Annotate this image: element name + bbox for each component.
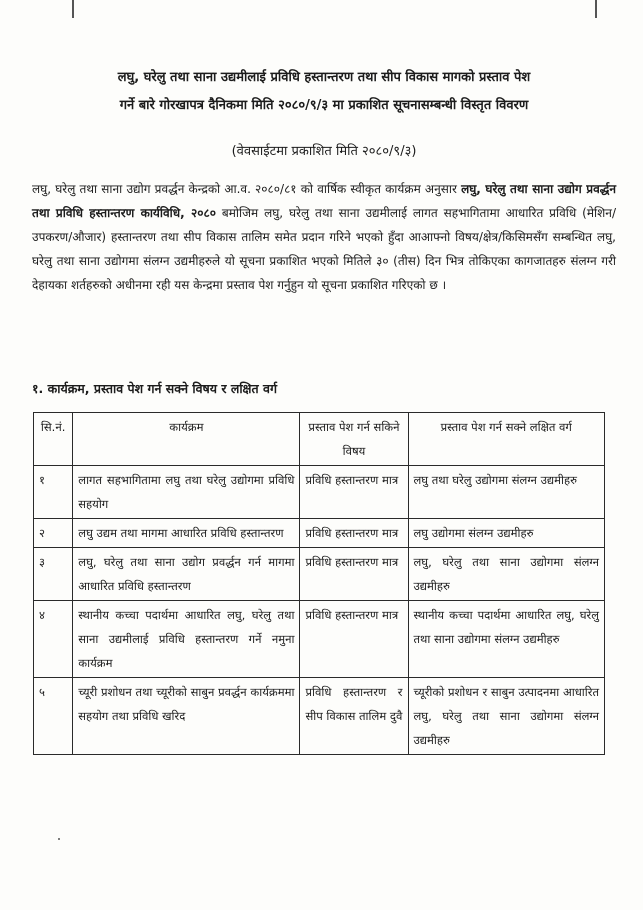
cell-subject: प्रविधि हस्तान्तरण मात्र [300, 519, 408, 548]
cell-program: स्थानीय कच्चा पदार्थमा आधारित लघु, घरेलु तथा साना उद्यमीलाई प्रविधि हस्तान्तरण गर्ने नमुना कार्यक्रम [73, 601, 300, 678]
cell-target: च्यूरीको प्रशोधन र साबुन उत्पादनमा आधारित लघु, घरेलु तथा साना उद्योगमा संलग्न उद्यमीहरु [408, 678, 605, 755]
cell-subject: प्रविधि हस्तान्तरण र सीप विकास तालिम दुवै [300, 678, 408, 755]
cell-sn: ५ [34, 678, 73, 755]
header-program: कार्यक्रम [73, 413, 300, 466]
cell-program: लागत सहभागितामा लघु तथा घरेलु उद्योगमा प्रविधि सहयोग [73, 466, 300, 519]
header-target: प्रस्ताव पेश गर्न सक्ने लक्षित वर्ग [408, 413, 605, 466]
cell-program: लघु उद्यम तथा मागमा आधारित प्रविधि हस्तान्तरण [73, 519, 300, 548]
program-table [33, 412, 605, 755]
table-row [34, 548, 605, 601]
paragraph-intro: लघु, घरेलु तथा साना उद्योग प्रवर्द्धन केन्द्रको आ.व. २०८०/८१ को वार्षिक स्वीकृत कार्यक्रम अनुसार [32, 182, 462, 196]
table-row [34, 466, 605, 519]
title-line-1: लघु, घरेलु तथा साना उद्यमीलाई प्रविधि हस्तान्तरण तथा सीप विकास मागको प्रस्ताव पेश [117, 70, 531, 85]
header-sn: सि.नं. [34, 413, 73, 466]
section-heading: १. कार्यक्रम, प्रस्ताव पेश गर्न सक्ने विषय र लक्षित वर्ग [32, 381, 277, 396]
cell-subject: प्रविधि हस्तान्तरण मात्र [300, 466, 408, 519]
cell-subject: प्रविधि हस्तान्तरण मात्र [300, 601, 408, 678]
cell-target: स्थानीय कच्चा पदार्थमा आधारित लघु, घरेलु तथा साना उद्योगमा संलग्न उद्यमीहरु [408, 601, 605, 678]
cell-subject: प्रविधि हस्तान्तरण मात्र [300, 548, 408, 601]
scan-mark-right [595, 0, 597, 18]
table-row [34, 519, 605, 548]
cell-sn: २ [34, 519, 73, 548]
cell-program: लघु, घरेलु तथा साना उद्योग प्रवर्द्धन गर्न मागमा आधारित प्रविधि हस्तान्तरण [73, 548, 300, 601]
cell-program: च्यूरी प्रशोधन तथा च्यूरीको साबुन प्रवर्द्धन कार्यक्रममा सहयोग तथा प्रविधि खरिद [73, 678, 300, 755]
document-title [28, 64, 620, 120]
header-subject: प्रस्ताव पेश गर्न सकिने विषय [300, 413, 408, 466]
table-row [34, 601, 605, 678]
scan-speck [58, 838, 60, 840]
cell-target: लघु तथा घरेलु उद्योगमा संलग्न उद्यमीहरु [408, 466, 605, 519]
title-line-2: गर्ने बारे गोरखापत्र दैनिकमा मिति २०८०/९/३ मा प्रकाशित सूचनासम्बन्धी विस्तृत विवरण [119, 98, 529, 113]
cell-sn: ३ [34, 548, 73, 601]
cell-sn: ४ [34, 601, 73, 678]
scan-mark-left [72, 0, 74, 18]
cell-target: लघु उद्योगमा संलग्न उद्यमीहरु [408, 519, 605, 548]
paragraph-body: बमोजिम लघु, घरेलु तथा साना उद्यमीलाई लागत सहभागितामा आधारित प्रविधि (मेशिन/उपकरण/औजार) हस्तान्तरण तथा सीप विकास तालिम समेत प्रदान गरिने भएको हुँदा आआफ्नो विषय/क्षेत्र/किसिमसँग सम्बन्धित लघु, घरेलु तथा साना उद्योगमा संलग्न उद्यमीहरुले यो सूचना प्रकाशित भएको मितिले ३० (तीस) दिन भित्र तोकिएका कागजातहरु संलग्न गरी देहायका शर्तहरुको अधीनमा रही यस केन्द्रमा प्रस्ताव पेश गर्नुहुन यो सूचना प्रकाशित गरिएको छ । [32, 206, 617, 292]
notice-paragraph [32, 177, 616, 297]
cell-sn: १ [34, 466, 73, 519]
website-publish-date: (वेवसाईटमा प्रकाशित मिति २०८०/९/३) [231, 144, 417, 159]
cell-target: लघु, घरेलु तथा साना उद्योगमा संलग्न उद्यमीहरु [408, 548, 605, 601]
table-row [34, 678, 605, 755]
table-header-row [34, 413, 605, 466]
procedure-name: लघु, घरेलु तथा साना उद्योग प्रवर्द्धन तथा प्रविधि हस्तान्तरण कार्यविधि, २०८० [32, 182, 616, 220]
